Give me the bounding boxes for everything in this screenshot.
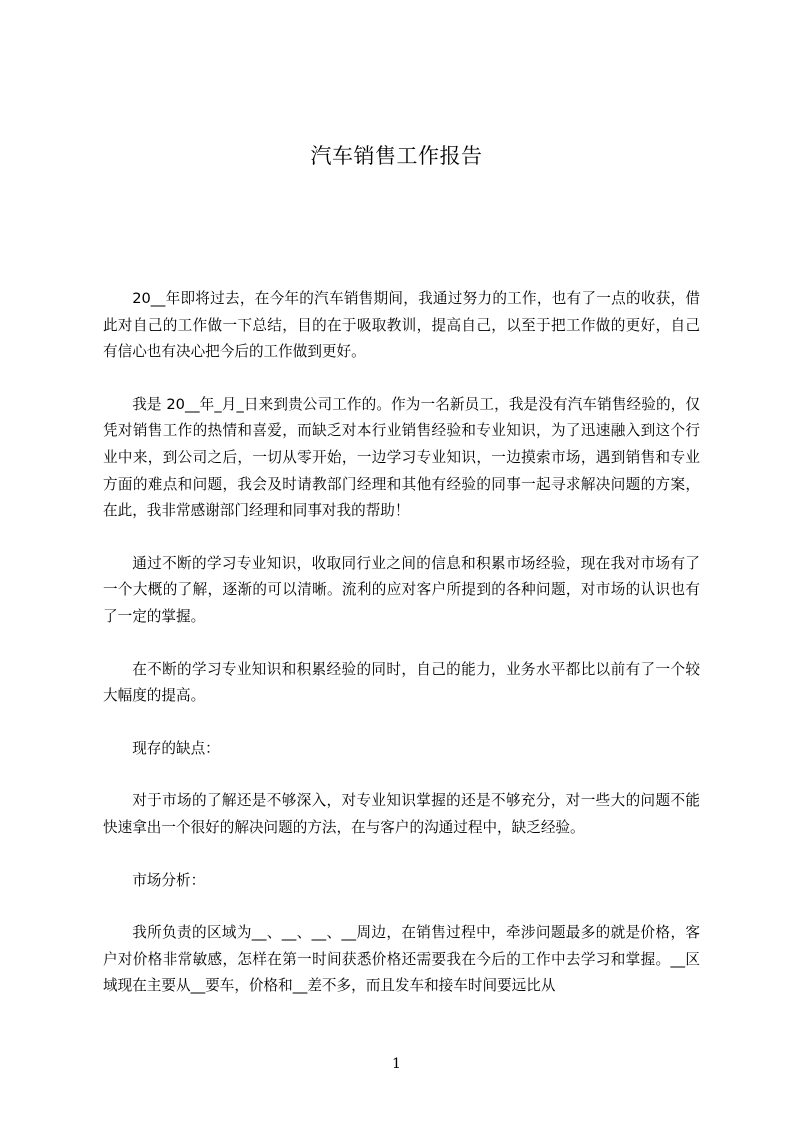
paragraph-shortcomings: 对于市场的了解还是不够深入，对专业知识掌握的还是不够充分，对一些大的问题不能快速拿出一个很好的解决问题的方法，在与客户的沟通过程中，缺乏经验。 xyxy=(103,792,700,836)
heading-shortcomings: 现存的缺点： xyxy=(132,739,220,757)
paragraph-background: 我是 20__年_月_日来到贵公司工作的。作为一名新员工，我是没有汽车销售经验的，仅凭对销售工作的热情和喜爱，而缺乏对本行业销售经验和专业知识，为了迅速融入到这个行业中来，到公司之后，一切从零开始，一边学习专业知识，一边摸索市场，遇到销售和专业方面的难点和问题，我会及时请教部门经理和其他有经验的同事一起寻求解决问题的方案，在此，我非常感谢部门经理和同事对我的帮助！ xyxy=(103,395,700,520)
page-number: 1 xyxy=(392,1056,401,1072)
paragraph-intro: 20__年即将过去，在今年的汽车销售期间，我通过努力的工作，也有了一点的收获，借此对自己的工作做一下总结，目的在于吸取教训，提高自己，以至于把工作做的更好，自己有信心也有决心把今后的工作做到更好。 xyxy=(103,290,700,361)
paragraph-market-analysis: 我所负责的区域为__、__、__、__周边，在销售过程中，牵涉问题最多的就是价格，客户对价格非常敏感，怎样在第一时间获悉价格还需要我在今后的工作中去学习和掌握。__区域现在主要从__要车，价格和__差不多，而且发车和接车时间要远比从 xyxy=(103,924,700,995)
paragraph-improvement: 在不断的学习专业知识和积累经验的同时，自己的能力，业务水平都比以前有了一个较大幅度的提高。 xyxy=(103,660,700,705)
document-title: 汽车销售工作报告 xyxy=(310,144,483,168)
heading-market-analysis: 市场分析： xyxy=(132,871,206,889)
paragraph-learning: 通过不断的学习专业知识，收取同行业之间的信息和积累市场经验，现在我对市场有了一个大概的了解，逐渐的可以清晰。流利的应对客户所提到的各种问题，对市场的认识也有了一定的掌握。 xyxy=(103,554,700,625)
document-body xyxy=(103,286,700,1026)
